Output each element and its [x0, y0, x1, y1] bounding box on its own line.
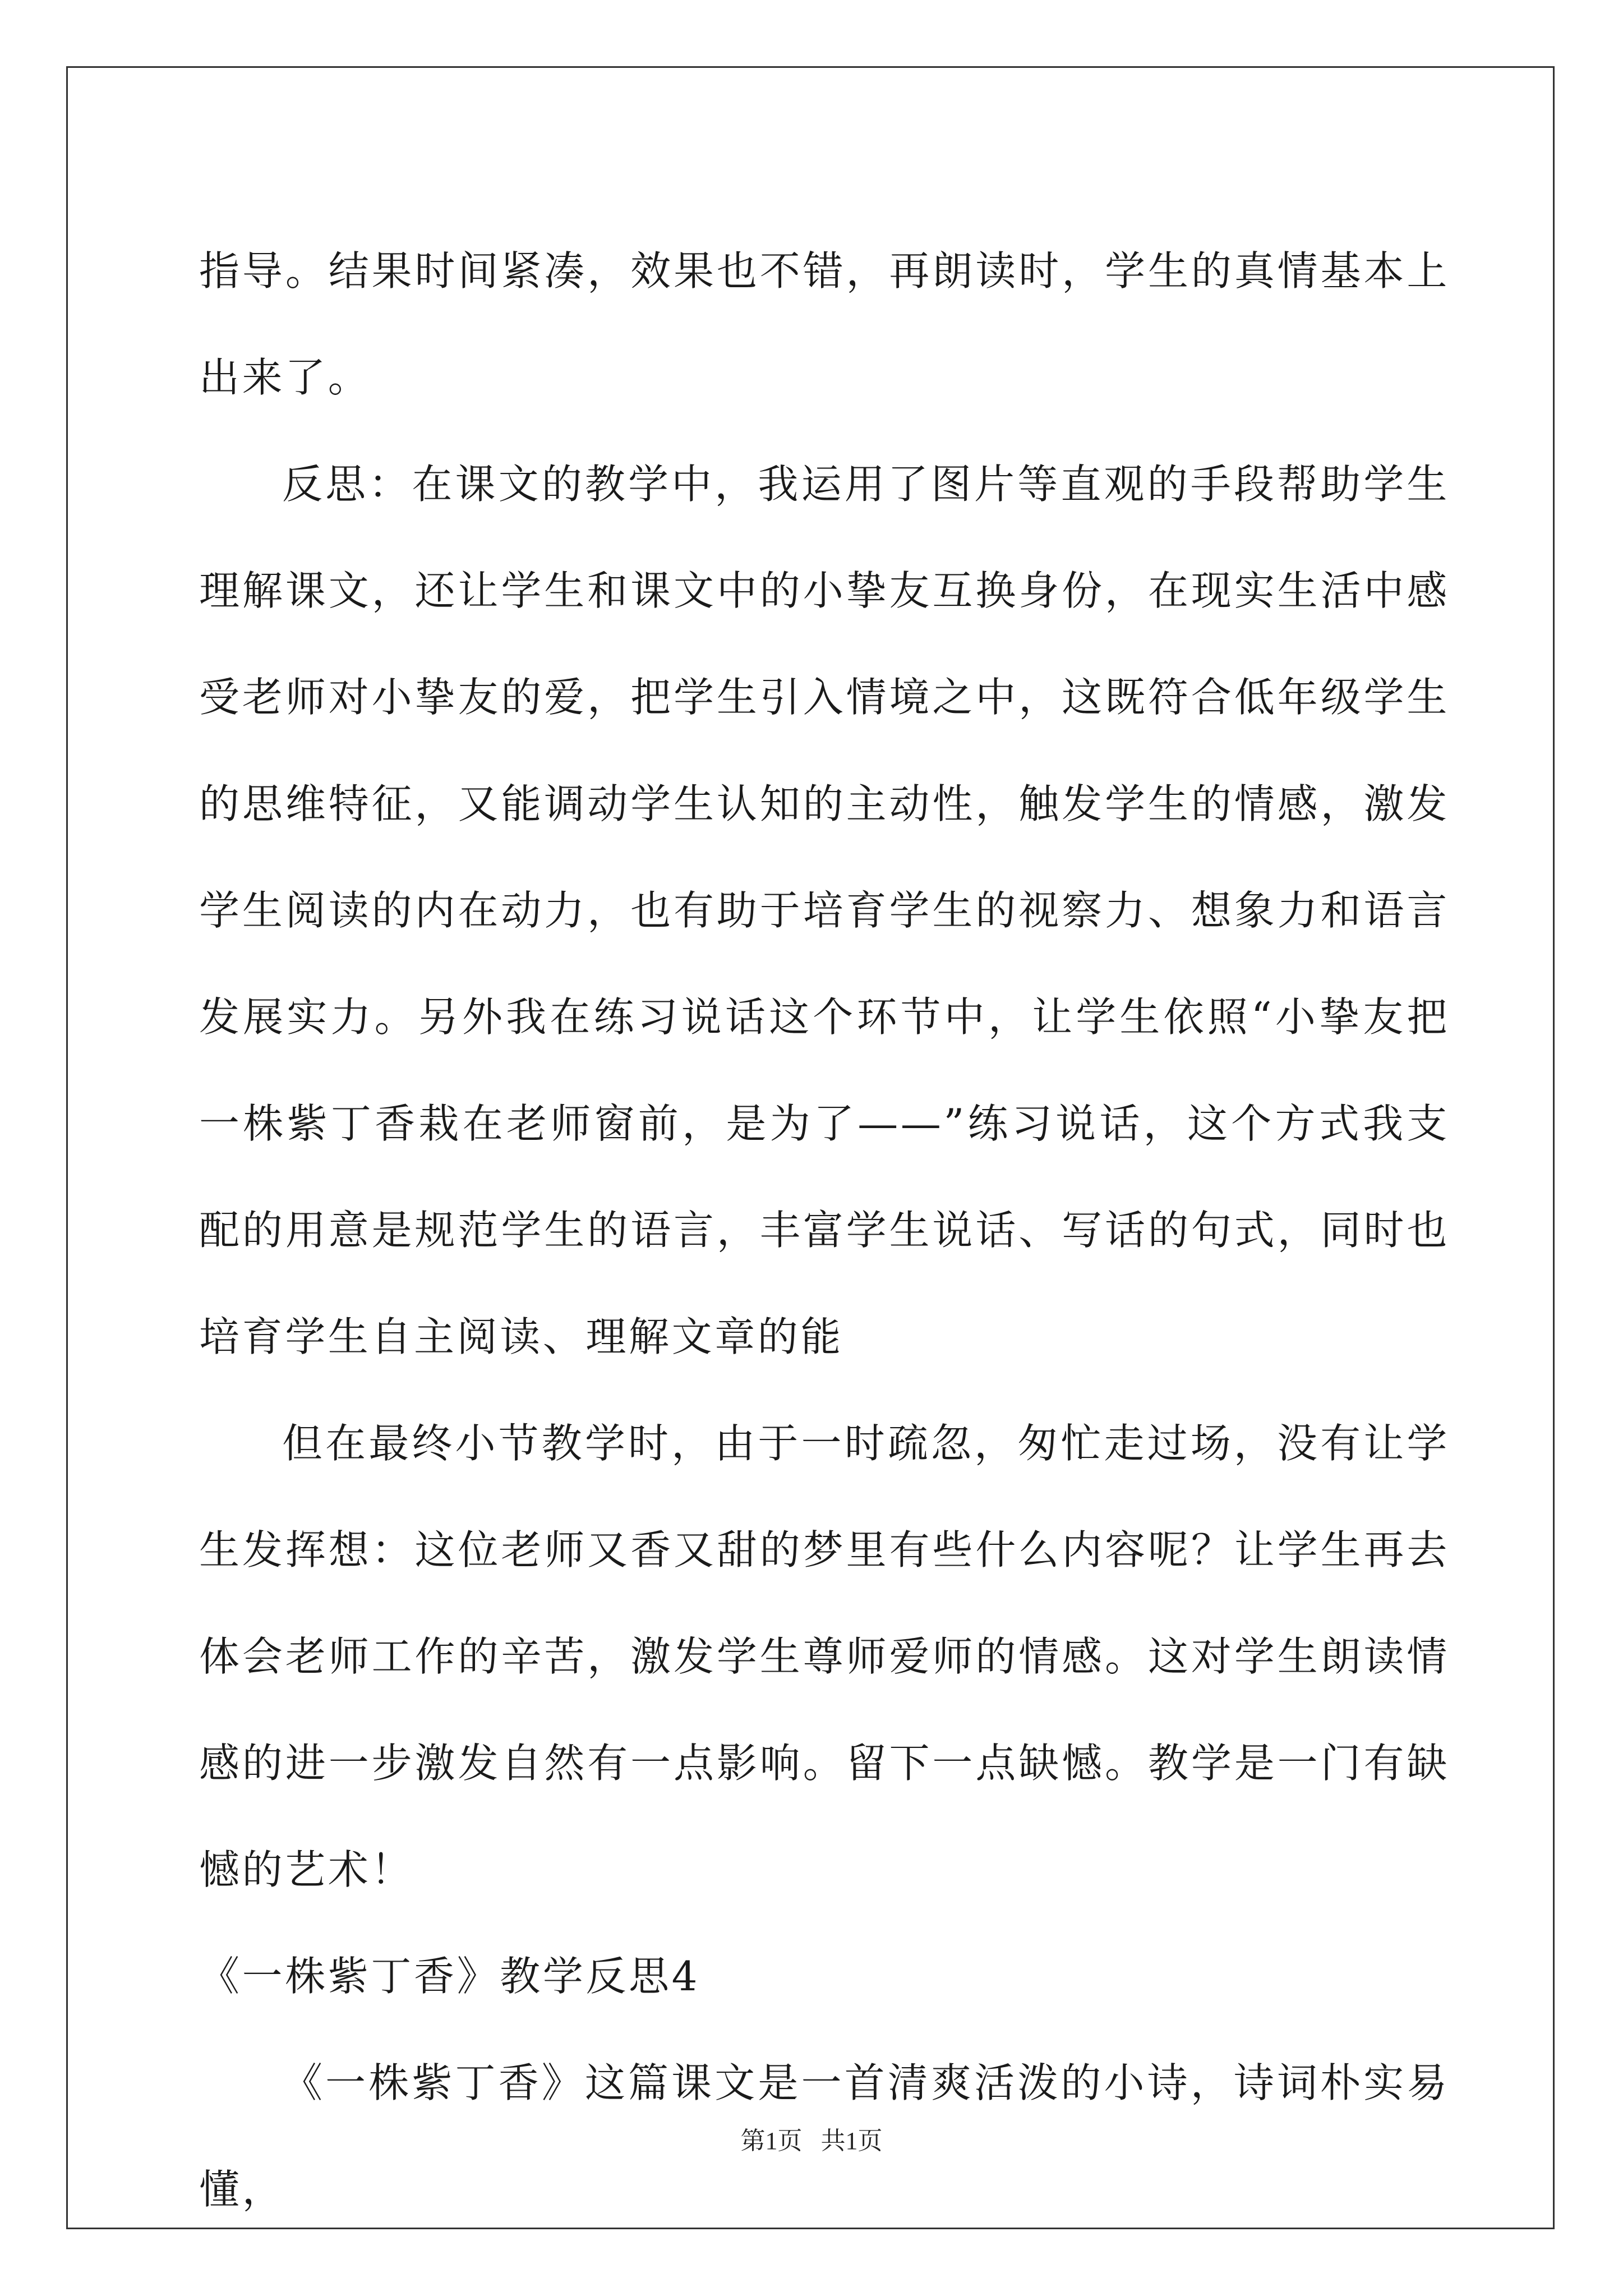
paragraph-3: 但在最终小节教学时，由于一时疏忽，匆忙走过场，没有让学生发挥想：这位老师又香又甜的梦里有些什么内容呢？让学生再去体会老师工作的辛苦，激发学生尊师爱师的情感。这对学生朗读情感的进一步激发自然有一点影响。留下一点缺憾。教学是一门有缺憾的艺术！: [199, 1420, 1450, 1893]
section-heading: 《一株紫丁香》教学反思4: [199, 1953, 700, 2000]
paragraph-2: 反思：在课文的教学中，我运用了图片等直观的手段帮助学生理解课文，还让学生和课文中的小挚友互换身份，在现实生活中感受老师对小挚友的爱，把学生引入情境之中，这既符合低年级学生的思维特征，又能调动学生认知的主动性，触发学生的情感，激发学生阅读的内在动力，也有助于培育学生的视察力、想象力和语言发展实力。另外我在练习说话这个环节中，让学生依照“小挚友把一株紫丁香栽在老师窗前，是为了——”练习说话，这个方式我支配的用意是规范学生的语言，丰富学生说话、写话的句式，同时也培育学生自主阅读、理解文章的能: [199, 461, 1450, 1360]
page-footer: 第1页 共1页: [740, 2127, 883, 2155]
paragraph-1: 指导。结果时间紧凑，效果也不错，再朗读时，学生的真情基本上出来了。: [199, 247, 1450, 401]
paragraph-4: 《一株紫丁香》这篇课文是一首清爽活泼的小诗，诗词朴实易懂，: [199, 2059, 1450, 2213]
document-body: [199, 218, 1450, 2243]
